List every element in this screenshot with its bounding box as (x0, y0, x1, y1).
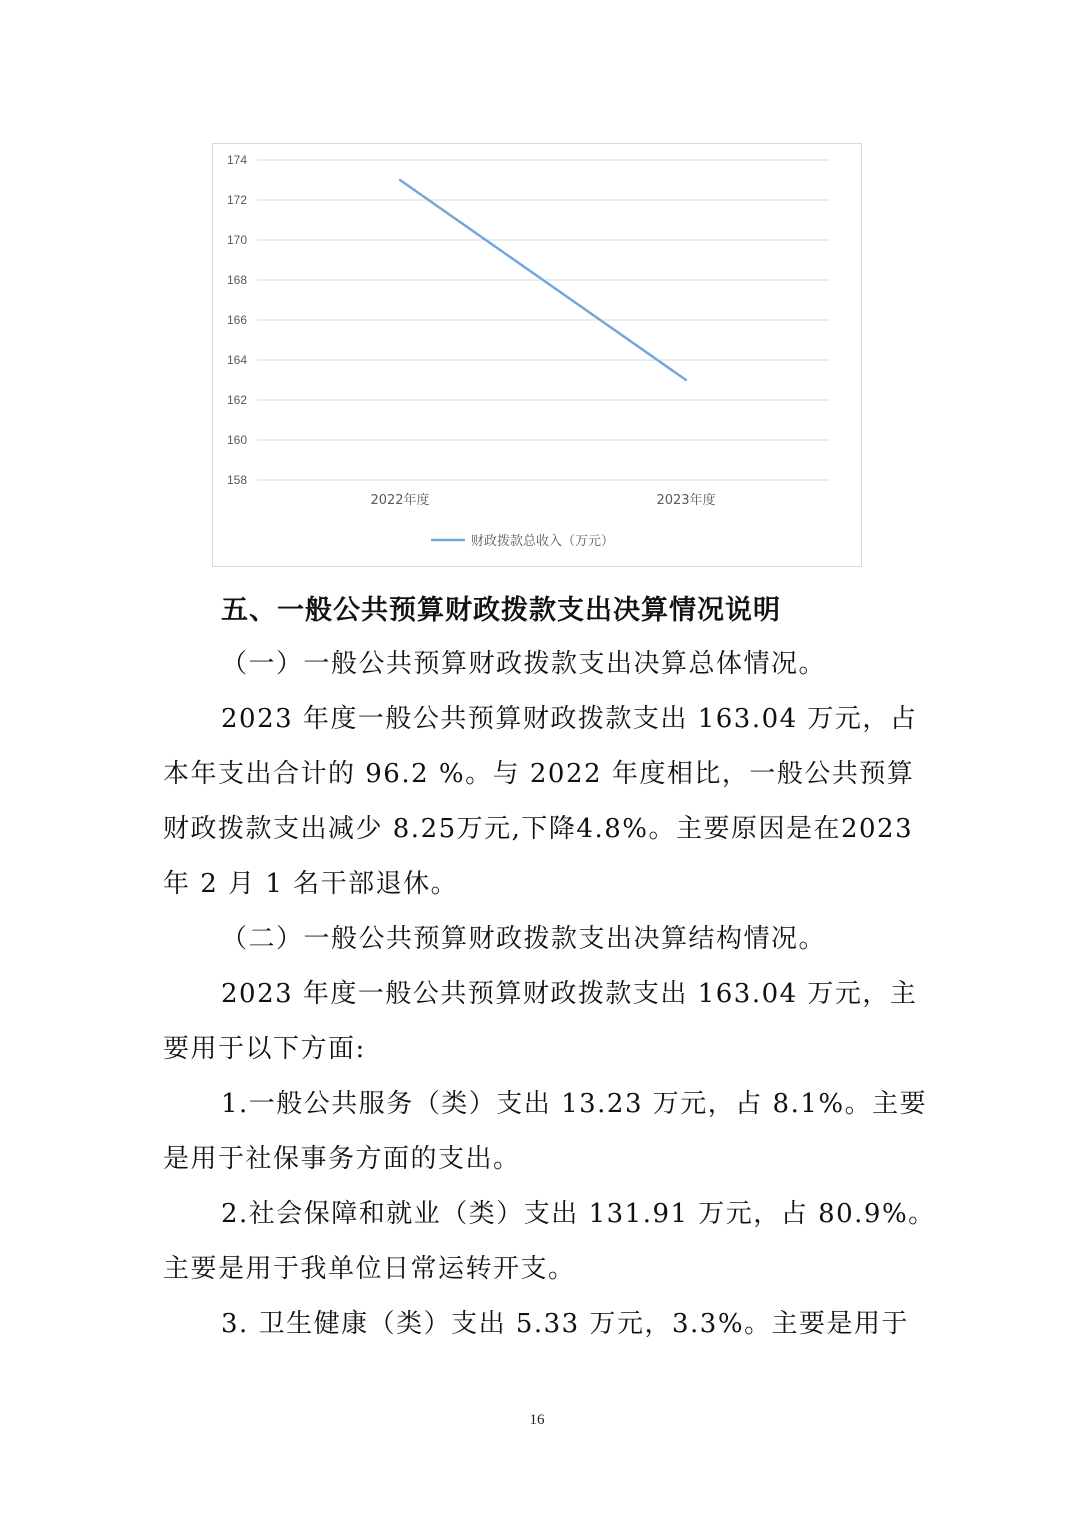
y-tick-label: 174 (226, 153, 247, 167)
paragraph-line: 是用于社保事务方面的支出。 (163, 1144, 521, 1174)
chart-svg (213, 144, 863, 568)
y-tick-label: 172 (226, 193, 247, 207)
paragraph-line: 主要是用于我单位日常运转开支。 (163, 1254, 576, 1284)
list-item-2: 2.社会保障和就业（类）支出 131.91 万元，占 80.9%。 (221, 1199, 936, 1229)
data-point (685, 379, 687, 381)
y-tick-label: 168 (226, 273, 247, 287)
y-tick-label: 162 (226, 393, 247, 407)
list-item-3: 3. 卫生健康（类）支出 5.33 万元，3.3%。主要是用于 (221, 1309, 910, 1339)
paragraph-line: 2023 年度一般公共预算财政拨款支出 163.04 万元，占 (221, 704, 918, 734)
y-tick-label: 166 (226, 313, 247, 327)
list-item-1: 1.一般公共服务（类）支出 13.23 万元，占 8.1%。主要 (221, 1089, 928, 1119)
subheading-1: （一）一般公共预算财政拨款支出决算总体情况。 (221, 649, 827, 679)
data-point (399, 179, 401, 181)
subheading-2: （二）一般公共预算财政拨款支出决算结构情况。 (221, 924, 827, 954)
x-tick-label: 2023年度 (656, 493, 716, 508)
section-heading: 五、一般公共预算财政拨款支出决算情况说明 (221, 595, 781, 626)
y-tick-label: 170 (226, 233, 247, 247)
paragraph-line: 年 2 月 1 名干部退休。 (163, 869, 459, 899)
paragraph-line: 财政拨款支出减少 8.25万元,下降4.8%。主要原因是在2023 (163, 814, 914, 844)
y-tick-label: 164 (226, 353, 247, 367)
y-tick-label: 158 (226, 473, 247, 487)
paragraph-line: 要用于以下方面: (163, 1034, 366, 1064)
paragraph-line: 2023 年度一般公共预算财政拨款支出 163.04 万元，主 (221, 979, 918, 1009)
page-number: 16 (529, 1412, 545, 1428)
y-tick-label: 160 (226, 433, 247, 447)
line-chart (212, 143, 862, 567)
legend-label: 财政拨款总收入（万元） (471, 534, 615, 549)
paragraph-line: 本年支出合计的 96.2 %。与 2022 年度相比，一般公共预算 (163, 759, 915, 789)
x-tick-label: 2022年度 (370, 493, 430, 508)
